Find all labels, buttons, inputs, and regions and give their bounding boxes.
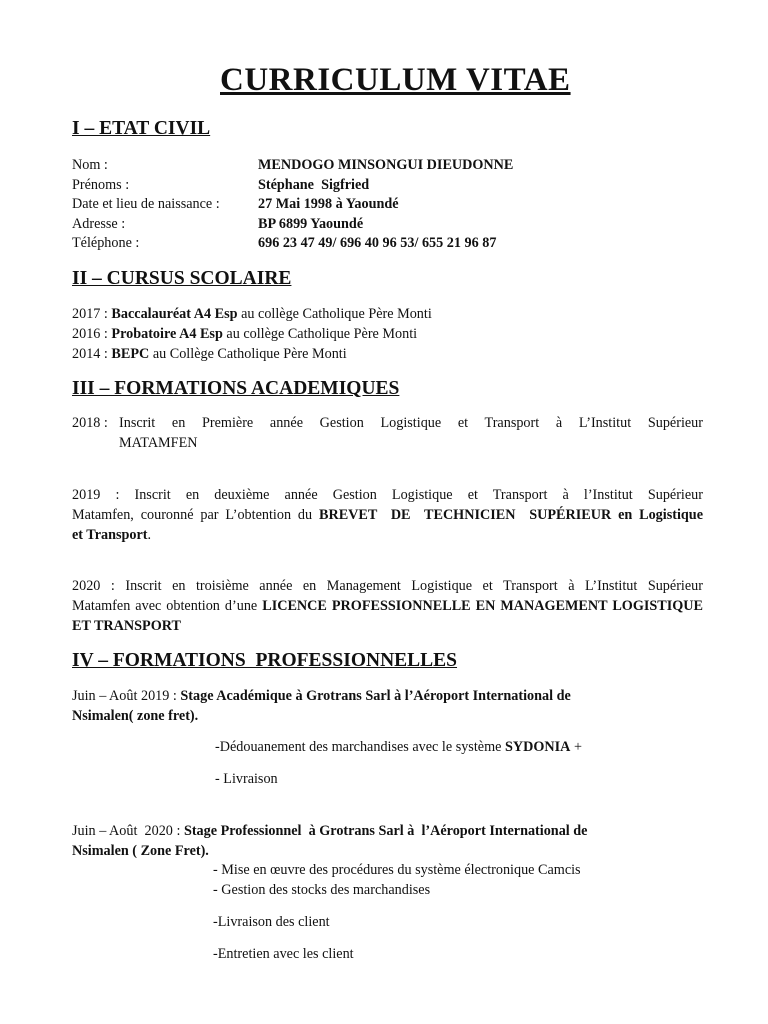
cursus-diploma: Probatoire A4 Esp [111,326,223,342]
academic-entry-text: Matamfen, couronné par L’obtention du [72,507,319,523]
academic-entry-period: . [147,527,152,543]
cursus-diploma: Baccalauréat A4 Esp [111,306,238,322]
label-nom: Nom : [72,157,108,173]
academic-entry-2020-line1: 2020 : Inscrit en troisième année en Management Logistique et Transport à L’Institut Supérieur [72,578,703,594]
academic-entry-2018-line1: Inscrit en Première année Gestion Logistique et Transport à L’Institut Supérieur [119,415,703,431]
label-telephone: Téléphone : [72,235,140,251]
academic-diploma-bts-cont: et Transport [72,527,148,543]
cursus-year: 2016 : [72,326,112,342]
academic-year-2018: 2018 : [72,415,108,431]
stage-2019-task: - Livraison [215,771,278,787]
stage-2019-line2: Nsimalen( zone fret). [72,708,199,724]
cursus-school: au collège Catholique Père Monti [222,326,418,342]
cursus-year: 2017 : [72,306,112,322]
stage-2020-task: - Mise en œuvre des procédures du système électronique Camcis [213,862,581,878]
value-prenoms: Stéphane Sigfried [258,177,370,193]
value-nom: MENDOGO MINSONGUI DIEUDONNE [258,157,514,173]
task-text-suffix: + [570,739,582,755]
stage-2020-line1 [72,822,587,841]
stage-date: Juin – Août 2019 : [72,688,181,704]
section-heading-cursus: II – CURSUS SCOLAIRE [72,268,292,289]
stage-date: Juin – Août 2020 : [72,823,184,839]
academic-entry-2018-line2: MATAMFEN [119,435,198,451]
stage-2019-line1 [72,687,571,706]
cursus-school: au Collège Catholique Père Monti [149,346,347,362]
cursus-diploma: BEPC [111,346,150,362]
academic-entry-2019-line1: 2019 : Inscrit en deuxième année Gestion Logistique et Transport à l’Institut Supérieur [72,487,703,503]
task-system: SYDONIA [504,739,571,755]
section-heading-etat-civil: I – ETAT CIVIL [72,118,211,139]
stage-2020-task: - Gestion des stocks des marchandises [213,882,431,898]
stage-2020-task: -Entretien avec les client [213,946,354,962]
academic-entry-2020-line3: ET TRANSPORT [72,618,181,634]
academic-entry-text: Matamfen avec obtention d’une [72,598,263,614]
value-adresse: BP 6899 Yaoundé [258,216,364,232]
academic-diploma-licence: LICENCE PROFESSIONNELLE EN MANAGEMENT LOGISTIQUE [262,598,703,614]
label-naissance: Date et lieu de naissance : [72,196,220,212]
cursus-item [72,305,432,324]
label-adresse: Adresse : [72,216,126,232]
value-naissance: 27 Mai 1998 à Yaoundé [258,196,399,212]
academic-entry-2019-line3 [72,526,151,545]
cursus-year: 2014 : [72,346,112,362]
value-telephone: 696 23 47 49/ 696 40 96 53/ 655 21 96 87 [258,235,497,251]
section-heading-formations-professionnelles: IV – FORMATIONS PROFESSIONNELLES [72,650,458,671]
document-title: CURRICULUM VITAE [220,62,571,98]
stage-2020-task: -Livraison des client [213,914,330,930]
stage-2020-line2: Nsimalen ( Zone Fret). [72,843,209,859]
section-heading-formations-academiques: III – FORMATIONS ACADEMIQUES [72,378,400,399]
stage-2019-task [215,738,582,757]
label-prenoms: Prénoms : [72,177,130,193]
cursus-school: au collège Catholique Père Monti [237,306,432,322]
task-text: -Dédouanement des marchandises avec le système [215,739,505,755]
stage-title: Stage Professionnel à Grotrans Sarl à l’Aéroport International de [183,823,588,839]
stage-title: Stage Académique à Grotrans Sarl à l’Aéroport International de [180,688,571,704]
academic-diploma-bts: BREVET DE TECHNICIEN SUPÉRIEUR en Logistique [318,507,703,523]
cursus-item [72,345,347,364]
academic-entry-2019-line2 [72,506,703,525]
academic-entry-2020-line2 [72,597,703,616]
cursus-item [72,325,417,344]
